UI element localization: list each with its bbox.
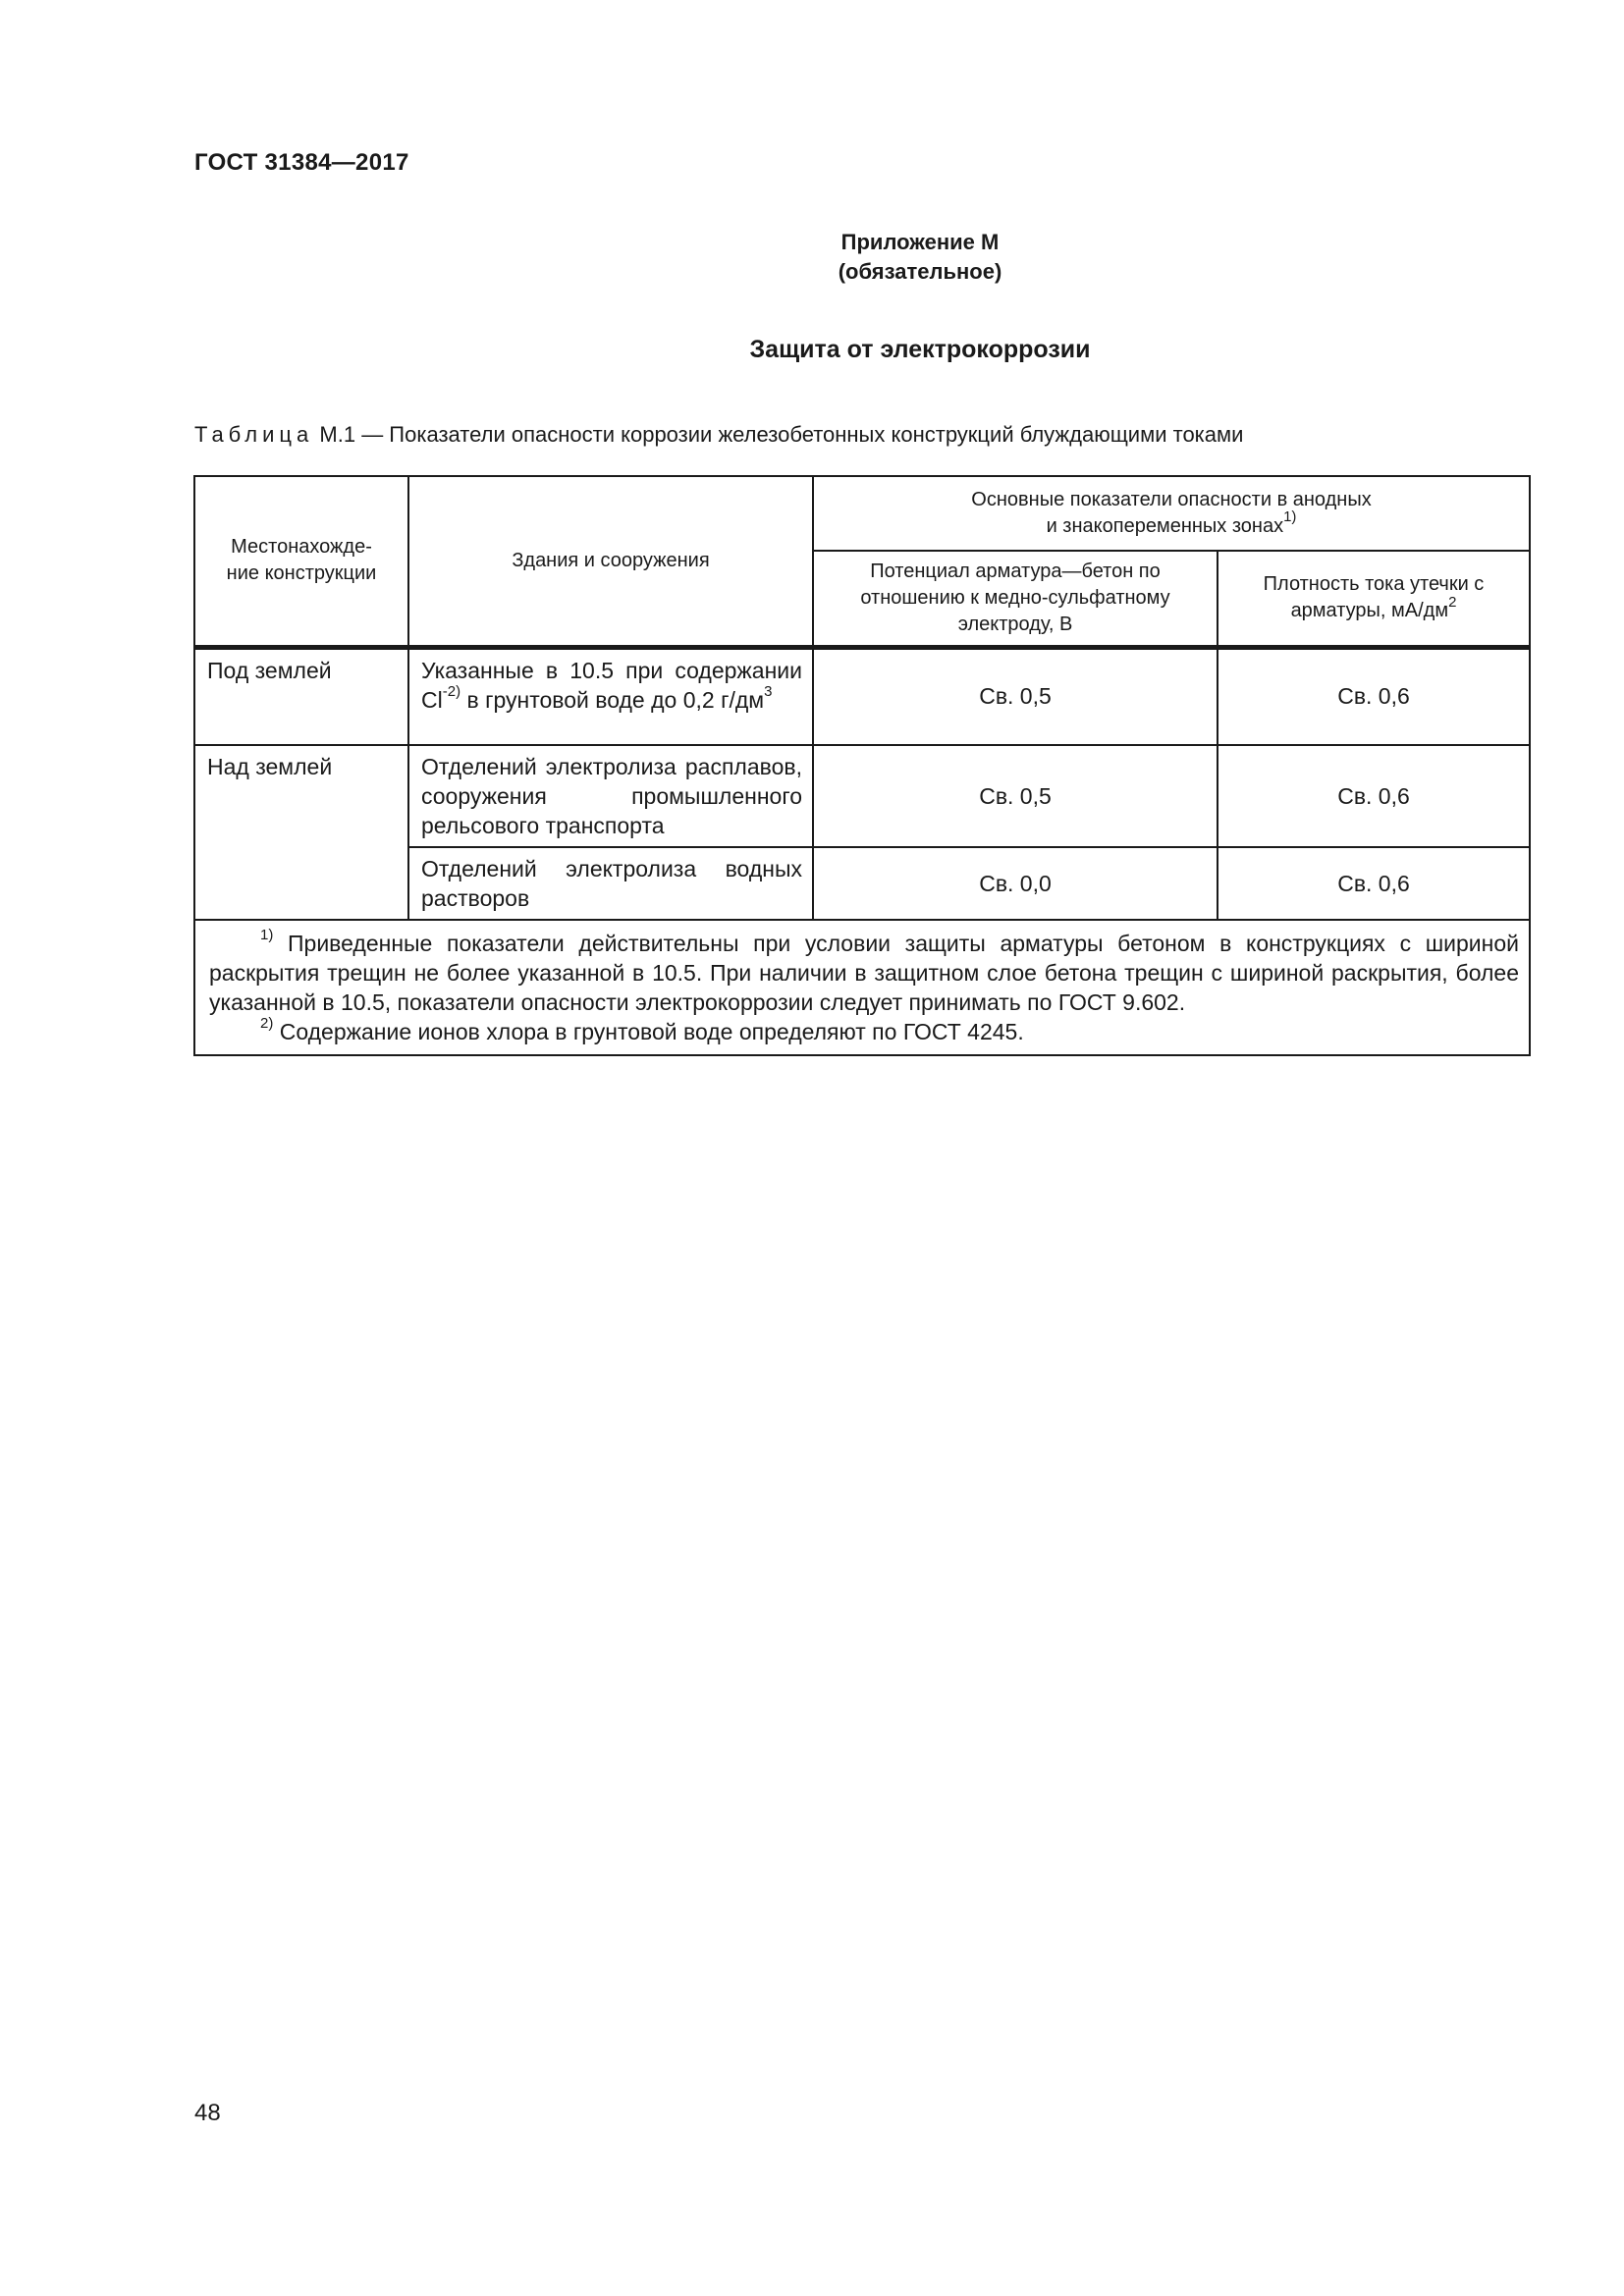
cell-location: Под землей	[194, 647, 408, 745]
cell-current: Св. 0,6	[1218, 847, 1530, 920]
header-indicators-line1: Основные показатели опасности в анодных	[971, 489, 1372, 510]
chlorine-superscript: -2)	[442, 682, 461, 700]
table-caption-text: — Показатели опасности коррозии железобетонных конструкций блуждающими токами	[355, 422, 1244, 447]
footnote-2	[209, 1017, 1519, 1046]
cell-potential: Св. 0,5	[813, 745, 1218, 847]
header-current-density-text: Плотность тока утечки с арматуры, мА/дм	[1263, 573, 1485, 622]
footnote-text: Содержание ионов хлора в грунтовой воде определяют по ГОСТ 4245.	[273, 1019, 1024, 1044]
appendix-status: (обязательное)	[838, 259, 1002, 284]
header-current-density	[1218, 551, 1530, 647]
cell-location: Над землей	[194, 745, 408, 920]
corrosion-table	[193, 475, 1529, 1056]
cell-buildings: Отделений электролиза расплавов, сооружения промышленного рельсового транспорта	[408, 745, 813, 847]
cell-buildings-text: Указанные в 10.5 при содержании Cl	[421, 657, 802, 713]
cell-buildings: Отделений электролиза водных растворов	[408, 847, 813, 920]
table-caption-prefix: Таблица	[194, 422, 314, 447]
header-indicators-line2: и знакопеременных зонах	[1046, 515, 1284, 537]
header-indicators	[813, 476, 1530, 551]
table-footnotes	[194, 920, 1530, 1055]
page-number: 48	[194, 2100, 221, 2126]
footnote-marker: 2)	[260, 1015, 274, 1033]
document-code: ГОСТ 31384—2017	[194, 149, 409, 176]
header-location: Местонахожде- ние конструкции	[194, 476, 408, 647]
table-row	[194, 647, 1530, 745]
cell-potential: Св. 0,5	[813, 647, 1218, 745]
table-caption	[194, 422, 1243, 448]
cell-buildings-text-2: в грунтовой воде до 0,2 г/дм	[460, 686, 765, 713]
cell-current: Св. 0,6	[1218, 647, 1530, 745]
cell-potential: Св. 0,0	[813, 847, 1218, 920]
footnote-ref-1: 1)	[1283, 508, 1297, 526]
footnote-marker: 1)	[260, 927, 274, 944]
header-buildings: Здания и сооружения	[408, 476, 813, 647]
footnotes-row	[194, 920, 1530, 1055]
cell-current: Св. 0,6	[1218, 745, 1530, 847]
appendix-heading	[0, 228, 1624, 287]
appendix-title: Приложение М	[840, 230, 1000, 254]
section-title: Защита от электрокоррозии	[749, 336, 1091, 363]
table-caption-number: М.1	[319, 422, 356, 447]
table-row	[194, 745, 1530, 847]
unit-exponent: 2	[1448, 593, 1457, 611]
footnote-1	[209, 929, 1519, 1017]
footnote-text: Приведенные показатели действительны при условии защиты арматуры бетоном в конструкциях с шириной раскрытия трещин не более указанной в 10.5. При наличии в защитном слое бетона трещин с шириной раскрытия, более указанной в 10.5, показатели опасности электрокоррозии следует принимать по ГОСТ 9.602.	[209, 931, 1519, 1015]
cell-buildings	[408, 647, 813, 745]
unit-exponent: 3	[764, 682, 773, 700]
header-potential: Потенциал арматура—бетон по отношению к медно-сульфатному электроду, В	[813, 551, 1218, 647]
